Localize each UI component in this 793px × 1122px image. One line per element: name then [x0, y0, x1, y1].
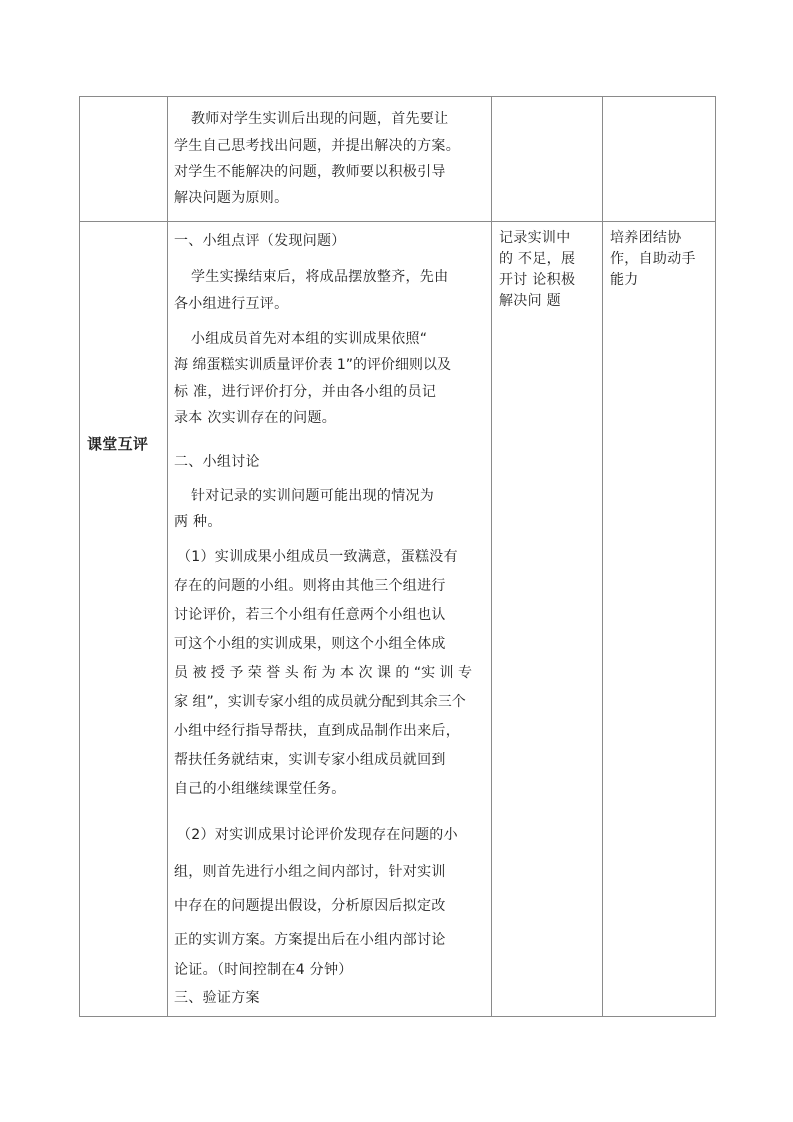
table-left-border: [79, 96, 80, 1017]
row1-content-line: 教师对学生实训后出现的问题，首先要让: [191, 111, 449, 127]
content-line: 两 种。: [174, 514, 222, 530]
content-line: 可这个小组的实训成果，则这个小组全体成: [174, 636, 446, 652]
student-activity-line: 开讨 论积极: [499, 272, 576, 288]
content-line: 针对记录的实训问题可能出现的情况为: [191, 488, 435, 504]
table-bottom-border: [79, 1016, 716, 1017]
content-line: 员 被 授 予 荣 誉 头 衔 为 本 次 课 的 “实 训 专: [174, 665, 473, 681]
content-line: 论证。（时间控制在4 分钟）: [174, 962, 353, 978]
content-line: 标 准，进行评价打分，并由各小组的员记: [174, 384, 437, 400]
table-right-border: [715, 96, 716, 1017]
content-line: 组，则首先进行小组之间内部讨，针对实训: [174, 864, 446, 880]
content-line: 小组中经行指导帮扶，直到成品制作出来后，: [174, 723, 460, 739]
column-divider-2: [491, 96, 492, 1017]
content-line: 小组成员首先对本组的实训成果依照“: [191, 331, 428, 347]
section-heading: 一、小组点评（发现问题）: [174, 233, 346, 249]
content-line: 讨论评价，若三个小组有任意两个小组也认: [174, 607, 446, 623]
content-line: 中存在的问题提出假设，分析原因后拟定改: [174, 898, 446, 914]
table-top-border: [79, 96, 716, 97]
content-line: （2）对实训成果讨论评价发现存在问题的小: [177, 827, 458, 843]
content-line: 自己的小组继续课堂任务。: [174, 781, 346, 797]
column-divider-3: [602, 96, 603, 1017]
row-divider: [79, 221, 716, 222]
content-line: 学生实操结束后，将成品摆放整齐，先由: [191, 269, 449, 285]
row1-content-line: 对学生不能解决的问题，教师要以积极引导: [174, 164, 446, 180]
content-line: 各小组进行互评。: [174, 296, 289, 312]
section-heading: 二、小组讨论: [174, 454, 260, 470]
column-divider-1: [167, 96, 168, 1017]
row1-content-line: 学生自己思考找出问题，并提出解决的方案。: [174, 138, 460, 154]
student-activity-line: 的 不足，展: [499, 251, 576, 267]
student-activity-line: 解决问 题: [499, 293, 561, 309]
design-intent-line: 能力: [610, 272, 639, 288]
content-line: 海 绵蛋糕实训质量评价表 1”的评价细则以及: [174, 357, 452, 373]
section-heading: 三、验证方案: [174, 990, 260, 1006]
content-line: 正的实训方案。方案提出后在小组内部讨论: [174, 932, 446, 948]
content-line: 家 组”，实训专家小组的成员就分配到其余三个: [174, 694, 466, 710]
content-line: 帮扶任务就结束，实训专家小组成员就回到: [174, 752, 446, 768]
content-line: （1）实训成果小组成员一致满意，蛋糕没有: [177, 549, 458, 565]
row-label-classroom-peer-review: 课堂互评: [87, 435, 149, 453]
content-line: 录本 次实训存在的问题。: [174, 410, 337, 426]
row1-content-line: 解决问题为原则。: [174, 190, 289, 206]
design-intent-line: 作，自助动手: [610, 251, 696, 267]
content-line: 存在的问题的小组。则将由其他三个组进行: [174, 578, 446, 594]
student-activity-line: 记录实训中: [499, 230, 571, 246]
design-intent-line: 培养团结协: [610, 230, 682, 246]
